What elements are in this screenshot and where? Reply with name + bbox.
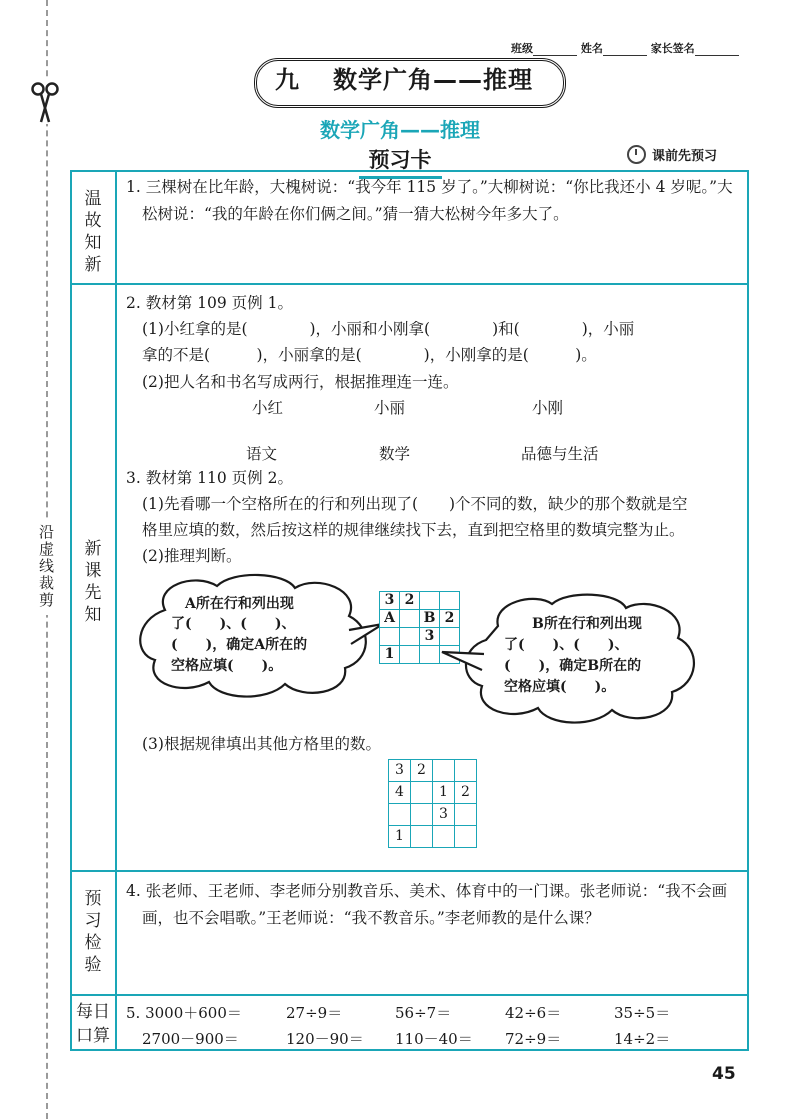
class-label: 班级 bbox=[511, 42, 533, 55]
side-label-daily-calc: 每日口算 bbox=[76, 1002, 110, 1046]
grid-a-cell: 1 bbox=[380, 646, 400, 664]
person-xiaogang: 小刚 bbox=[532, 399, 564, 417]
grid-a-cell: B bbox=[420, 610, 440, 628]
bubble-b-line3: ( )，确定B所在的 bbox=[504, 658, 642, 674]
preview-tag bbox=[627, 145, 717, 164]
grid-a-cell: 2 bbox=[440, 610, 460, 628]
row-divider-2 bbox=[70, 870, 749, 872]
q2-line1: 2. 教材第 109 页例 1。 bbox=[126, 294, 293, 312]
grid-b-cell bbox=[411, 826, 433, 848]
grid-a-cell: 3 bbox=[380, 592, 400, 610]
number-grid-b bbox=[388, 759, 477, 848]
section-subtitle: 数学广角——推理 bbox=[320, 118, 480, 142]
grid-a-cell bbox=[420, 646, 440, 664]
card-title-text: 预习卡 bbox=[359, 144, 442, 179]
calc-2-4: 72÷9＝ bbox=[505, 1030, 562, 1048]
grid-b-cell: 4 bbox=[389, 782, 411, 804]
grid-a-cell bbox=[400, 628, 420, 646]
grid-b-cell: 3 bbox=[389, 760, 411, 782]
bubble-a-line4: 空格应填( )。 bbox=[171, 658, 283, 674]
side-label-check: 预习检验 bbox=[84, 889, 102, 975]
q4-line2: 画，也不会唱歌。”王老师说：“我不教音乐。”李老师教的是什么课？ bbox=[142, 909, 600, 927]
grid-a-cell: 2 bbox=[400, 592, 420, 610]
bubble-a-line3: ( )，确定A所在的 bbox=[171, 637, 308, 653]
calc-1-4: 42÷6＝ bbox=[505, 1004, 562, 1022]
grid-b-cell: 3 bbox=[433, 804, 455, 826]
chapter-number: 九 bbox=[275, 66, 299, 94]
name-field[interactable] bbox=[603, 45, 647, 56]
q1-line2: 松树说：“我的年龄在你们俩之间。”猜一猜大松树今年多大了。 bbox=[142, 205, 569, 223]
q3-line5: (3)根据规律填出其他方格里的数。 bbox=[142, 735, 381, 753]
q2-line2: (1)小红拿的是( )，小丽和小刚拿( )和( )，小丽 bbox=[142, 320, 635, 338]
bubble-a-line1: A所在行和列出现 bbox=[185, 596, 294, 612]
side-label-new-lesson: 新课先知 bbox=[84, 539, 102, 625]
class-field[interactable] bbox=[533, 45, 577, 56]
q2-line3: 拿的不是( )，小丽拿的是( )，小刚拿的是( )。 bbox=[142, 346, 597, 364]
parent-signature-label: 家长签名 bbox=[650, 42, 695, 55]
grid-b-cell bbox=[433, 826, 455, 848]
grid-a-cell bbox=[420, 592, 440, 610]
calc-2-5: 14÷2＝ bbox=[614, 1030, 671, 1048]
q3-line4: (2)推理判断。 bbox=[142, 547, 242, 565]
clock-icon bbox=[627, 145, 646, 164]
grid-a-cell bbox=[400, 646, 420, 664]
column-divider bbox=[115, 170, 117, 1051]
calc-1-1: 5. 3000＋600＝ bbox=[126, 1004, 242, 1022]
bubble-a-line2: 了( )、( )、 bbox=[171, 616, 296, 632]
calc-2-2: 120－90＝ bbox=[286, 1030, 364, 1048]
row-divider-3 bbox=[70, 994, 749, 996]
calc-2-3: 110－40＝ bbox=[395, 1030, 473, 1048]
book-chinese: 语文 bbox=[246, 445, 278, 463]
grid-a-cell: 3 bbox=[420, 628, 440, 646]
grid-b-cell bbox=[411, 804, 433, 826]
q3-line3: 格里应填的数，然后按这样的规律继续找下去，直到把空格里的数填完整为止。 bbox=[142, 521, 685, 539]
grid-a-cell: A bbox=[380, 610, 400, 628]
header-info bbox=[511, 40, 739, 56]
grid-b-cell: 1 bbox=[433, 782, 455, 804]
q2-line4: (2)把人名和书名写成两行，根据推理连一连。 bbox=[142, 373, 459, 391]
bubble-b-line1: B所在行和列出现 bbox=[532, 616, 642, 632]
grid-b-cell bbox=[411, 782, 433, 804]
side-label-review: 温故知新 bbox=[84, 189, 102, 275]
grid-b-cell bbox=[455, 804, 477, 826]
calc-2-1: 2700－900＝ bbox=[142, 1030, 239, 1048]
grid-a-cell bbox=[380, 628, 400, 646]
grid-b-cell bbox=[389, 804, 411, 826]
chapter-title-banner bbox=[254, 58, 566, 108]
grid-b-cell: 1 bbox=[389, 826, 411, 848]
book-morality: 品德与生活 bbox=[521, 445, 599, 463]
q1-line1: 1. 三棵树在比年龄，大槐树说：“我今年 115 岁了。”大柳树说：“你比我还小 4 岁呢。”大 bbox=[126, 178, 733, 196]
person-xiaohong: 小红 bbox=[252, 399, 284, 417]
grid-b-cell: 2 bbox=[411, 760, 433, 782]
grid-b-cell bbox=[455, 760, 477, 782]
bubble-b-line4: 空格应填( )。 bbox=[504, 679, 616, 695]
person-xiaoli: 小丽 bbox=[374, 399, 406, 417]
grid-b-cell bbox=[433, 760, 455, 782]
grid-a-cell bbox=[400, 610, 420, 628]
q4-line1: 4. 张老师、王老师、李老师分别教音乐、美术、体育中的一门课。张老师说：“我不会画 bbox=[126, 882, 728, 900]
calc-1-3: 56÷7＝ bbox=[395, 1004, 452, 1022]
book-math: 数学 bbox=[379, 445, 411, 463]
cut-label: 沿虚线裁剪 bbox=[34, 518, 58, 615]
q3-line1: 3. 教材第 110 页例 2。 bbox=[126, 469, 293, 487]
parent-signature-field[interactable] bbox=[695, 45, 739, 56]
bubble-b-line2: 了( )、( )、 bbox=[504, 637, 629, 653]
q3-line2: (1)先看哪一个空格所在的行和列出现了( )个不同的数，缺少的那个数就是空 bbox=[142, 495, 688, 513]
calc-1-2: 27÷9＝ bbox=[286, 1004, 343, 1022]
preview-tag-text: 课前先预习 bbox=[652, 149, 718, 164]
page-number: 45 bbox=[712, 1064, 736, 1084]
row-divider-1 bbox=[70, 283, 749, 285]
chapter-title: 数学广角——推理 bbox=[333, 66, 533, 94]
grid-b-cell: 2 bbox=[455, 782, 477, 804]
grid-b-cell bbox=[455, 826, 477, 848]
name-label: 姓名 bbox=[580, 42, 603, 55]
calc-1-5: 35÷5＝ bbox=[614, 1004, 671, 1022]
